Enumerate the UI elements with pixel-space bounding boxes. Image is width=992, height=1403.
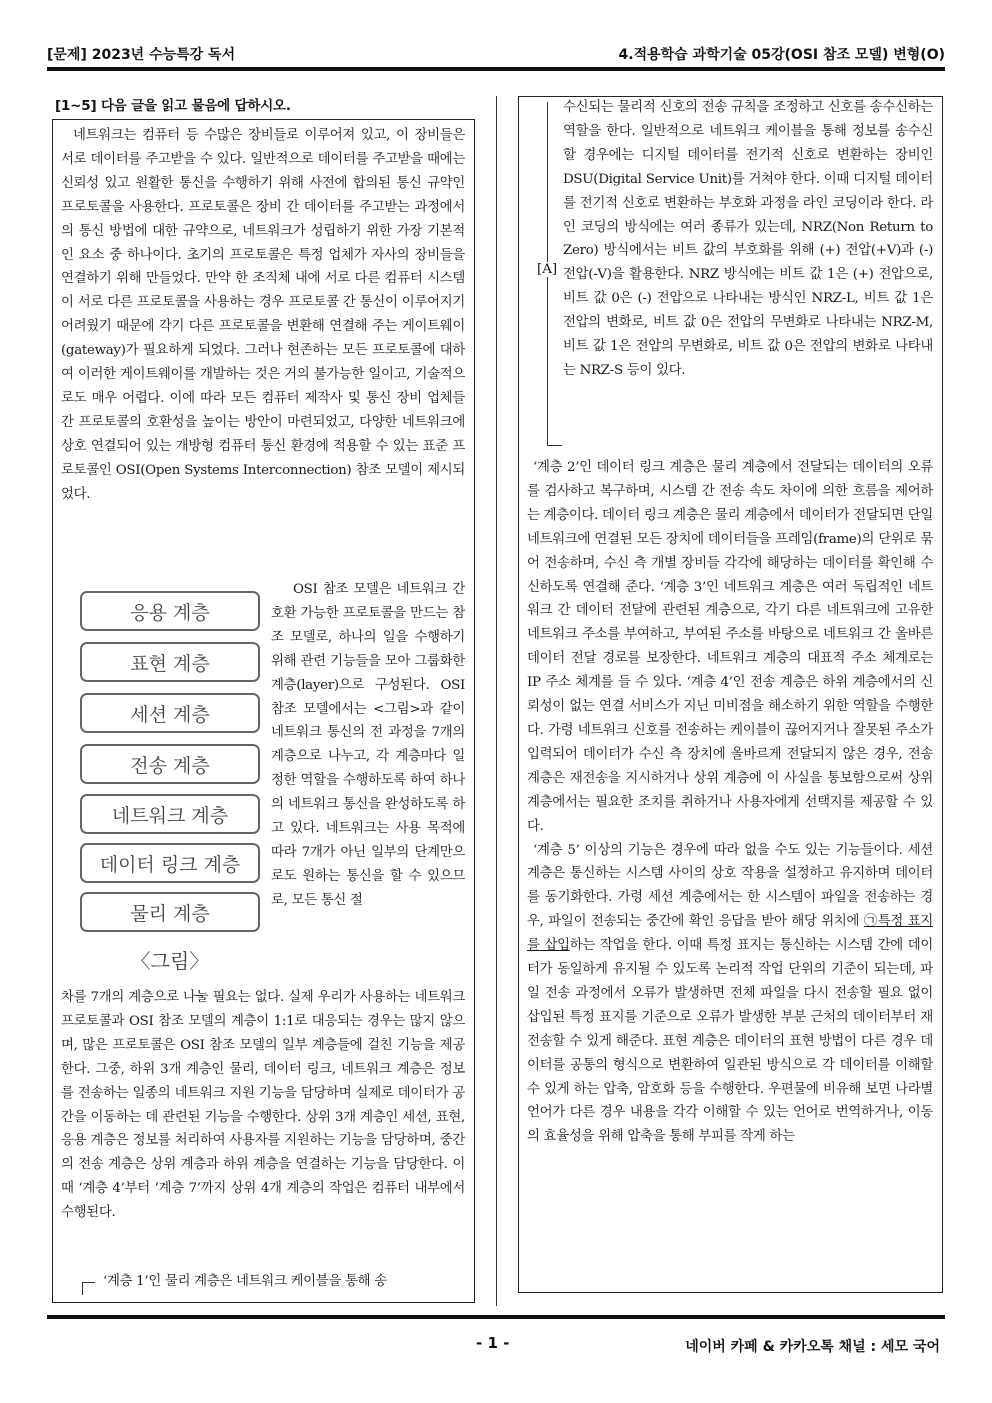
layer-box-presentation: 표현 계층 (80, 642, 260, 682)
page-header (47, 44, 945, 64)
layer5-text-before: ‘계층 5’ 이상의 기능은 경우에 따라 없을 수도 있는 기능들이다. 세션 계층은 통신하는 시스템 사이의 상호 작용을 설정하고 유지하며 데이터를 동기화한다. 가령 세션 계층에서는 한 시스템이 파일을 전송하는 경우, 파일이 전송되는 중간에 확인 응답을 받아 해당 위치에 (527, 842, 933, 930)
underlined-marker-phrase: ㉠특정 표지를 삽입 (527, 914, 933, 954)
passage-paragraph-layer5 (527, 839, 933, 1150)
footer-credit: 네이버 카페 & 카카오톡 채널 : 세모 국어 (685, 1339, 940, 1355)
header-right: 4.적용학습 과학기술 05강(OSI 참조 모델) 변형(O) (618, 47, 945, 63)
bottom-rule (47, 1315, 945, 1319)
question-instruction: [1~5] 다음 글을 읽고 물음에 답하시오. (55, 98, 291, 114)
page-number: - 1 - (476, 1334, 510, 1352)
layer-box-physical: 물리 계층 (80, 892, 260, 932)
passage-last-line: ‘계층 1’인 물리 계층은 네트워크 케이블을 통해 송 (103, 1274, 387, 1289)
passage-side-text: OSI 참조 모델은 네트워크 간 호환 가능한 프로토콜을 만드는 참조 모델로, 하나의 일을 수행하기 위해 관련 기능들을 모아 그룹화한 계층(layer)으로 구성된다. OSI 참조 모델에서는 <그림>과 같이 네트워크 통신의 전 과정을 7개의 계층으로 나누고, 각 계층마다 일정한 역할을 수행하도록 하여 하나의 네트워크 통신을 완성하도록 하고 있다. 네트워크는 사용 목적에 따라 7개가 아닌 일부의 단계만으로도 원하는 통신을 할 수 있으므로, 모든 통신 절 (271, 582, 465, 908)
layer-box-data-link: 데이터 링크 계층 (80, 843, 260, 883)
layer-box-application: 응용 계층 (80, 591, 260, 631)
layer-box-network: 네트워크 계층 (80, 794, 260, 834)
top-rule (47, 67, 945, 71)
layer5-text-after: 하는 작업을 한다. 이때 특정 표지는 통신하는 시스템 간에 데이터가 동일하게 유지될 수 있도록 논리적 작업 단위의 기준이 되는데, 파일 전송 과정에서 오류가 발생하면 전체 파일을 다시 전송할 필요 없이 삽입된 특정 표지를 기준으로 오류가 발생한 부분 근처의 데이터부터 재전송할 수 있게 해준다. 표현 계층은 데이터의 표현 방법이 다른 경우 데이터를 공통의 형식으로 변환하여 일관된 방식으로 각 데이터를 이해할 수 있게 하는 압축, 암호화 등을 수행한다. 우편물에 비유해 보면 나라별 언어가 다른 경우 내용을 각각 이해할 수 있는 언어로 번역하거나, 이동의 효율성을 위해 압축을 통해 부피를 작게 하는 (527, 938, 933, 1145)
passage-paragraph-2: 차를 7개의 계층으로 나눌 필요는 없다. 실제 우리가 사용하는 네트워크 프로토콜과 OSI 참조 모델의 계층이 1:1로 대응되는 경우는 많지 않으며, 많은 프로토콜은 OSI 참조 모델의 일부 계층들에 걸친 기능을 제공한다. 그중, 하위 3개 계층인 물리, 데이터 링크, 네트워크 계층은 정보를 전송하는 일종의 네트워크 지원 기능을 담당하며 실제로 데이터가 공간을 이동하는 데 관련된 기능을 수행한다. 상위 3개 계층인 세션, 표현, 응용 계층은 정보를 처리하여 사용자를 지원하는 기능을 담당하며, 중간의 전송 계층은 상위 계층과 하위 계층을 연결하는 기능을 담당한다. 이때 ‘계층 4’부터 ‘계층 7’까지 상위 4개 계층의 작업은 컴퓨터 내부에서 수행된다. (61, 990, 465, 1221)
column-divider (496, 96, 497, 1306)
passage-paragraph-1: 네트워크는 컴퓨터 등 수많은 장비들로 이루어져 있고, 이 장비들은 서로 데이터를 주고받을 수 있다. 일반적으로 데이터를 주고받을 때에는 신뢰성 있고 원활한 통신을 수행하기 위해 사전에 합의된 통신 규약인 프로토콜을 사용한다. 프로토콜은 장비 간 데이터를 주고받는 과정에서의 통신 방법에 대한 규약으로, 네트워크가 성립하기 위한 가장 기본적인 요소 중 하나이다. 초기의 프로토콜은 특정 업체가 자사의 장비들을 연결하기 위해 만들었다. 만약 한 조직체 내에 서로 다른 컴퓨터 시스템이 서로 다른 프로토콜을 사용하는 경우 프로토콜 간 통신이 이루어지기 어려웠기 때문에 각기 다른 프로토콜을 변환해 연결해 주는 게이트웨이(gateway)가 필요하게 되었다. 그러나 현존하는 모든 프로토콜에 대하여 이러한 게이트웨이를 개발하는 것은 거의 불가능한 일이고, 기술적으로도 매우 어렵다. 이에 따라 모든 컴퓨터 제작사 및 통신 장비 업체들 간 프로토콜의 호환성을 높이는 방안이 마련되었고, 다양한 네트워크에 상호 연결되어 있는 개방형 컴퓨터 통신 환경에 적용할 수 있는 표준 프로토콜인 OSI(Open Systems Interconnection) 참조 모델이 제시되었다. (61, 128, 465, 502)
passage-right-main (527, 456, 933, 1149)
label-a: [A] (537, 262, 558, 277)
passage-paragraph-layer2: ‘계층 2’인 데이터 링크 계층은 물리 계층에서 전달되는 데이터의 오류를 검사하고 복구하며, 시스템 간 전송 속도 차이에 의한 흐름을 제어하는 계층이다. 데이터 링크 계층은 물리 계층에서 데이터가 전달되면 단일 네트워크에 연결된 모든 장치에 데이터들을 프레임(frame)의 단위로 묶어 전송하며, 수신 측 개별 장비들 각각에 해당하는 데이터를 확인해 수신하도록 연결해 준다. ‘계층 3’인 네트워크 계층은 여러 독립적인 네트워크 간 데이터 전달에 관련된 계층으로, 각기 다른 네트워크에 고유한 네트워크 주소를 부여하고, 부여된 주소를 바탕으로 네트워크 간 올바른 데이터 전달 경로를 보장한다. 네트워크 계층의 대표적 주소 체계로는 IP 주소 체계를 들 수 있다. ‘계층 4’인 전송 계층은 하위 계층에서의 신뢰성이 없는 연결 서비스가 지닌 미비점을 해소하기 위한 역할을 수행한다. 가령 네트워크 신호를 전송하는 케이블이 끊어지거나 잘못된 주소가 입력되어 데이터가 수신 측 장치에 올바르게 전달되지 않은 경우, 전송 계층은 재전송을 지시하거나 상위 계층에 이 사실을 통보함으로써 상위 계층에서는 필요한 조치를 취하거나 사용자에게 선택지를 제공할 수 있다. (527, 460, 933, 834)
layer-box-session: 세션 계층 (80, 693, 260, 733)
figure-caption: 〈그림〉 (130, 949, 210, 973)
passage-a-text: 수신되는 물리적 신호의 전송 규칙을 조정하고 신호를 송수신하는 역할을 한다. 일반적으로 네트워크 케이블을 통해 정보를 송수신할 경우에는 디지털 데이터를 전기적 신호로 변환하는 장비인 DSU(Digital Service Unit)를 거쳐야 한다. 이때 디지털 데이터를 전기적 신호로 변환하는 부호화 과정을 라인 코딩이라 한다. 라인 코딩의 방식에는 여러 종류가 있는데, NRZ(Non Return to Zero) 방식에서는 비트 값의 부호화를 위해 (+) 전압(+V)과 (-) 전압(-V)을 활용한다. NRZ 방식에는 비트 값 1은 (+) 전압으로, 비트 값 0은 (-) 전압으로 나타내는 방식인 NRZ-L, 비트 값 1은 전압의 변화로, 비트 값 0은 전압의 무변화로 나타내는 NRZ-M, 비트 값 1은 전압의 무변화로, 비트 값 0은 전압의 변화로 나타내는 NRZ-S 등이 있다. (563, 100, 933, 378)
layer-box-transport: 전송 계층 (80, 744, 260, 784)
osi-layer-figure (75, 591, 265, 981)
header-left: [문제] 2023년 수능특강 독서 (47, 47, 236, 63)
